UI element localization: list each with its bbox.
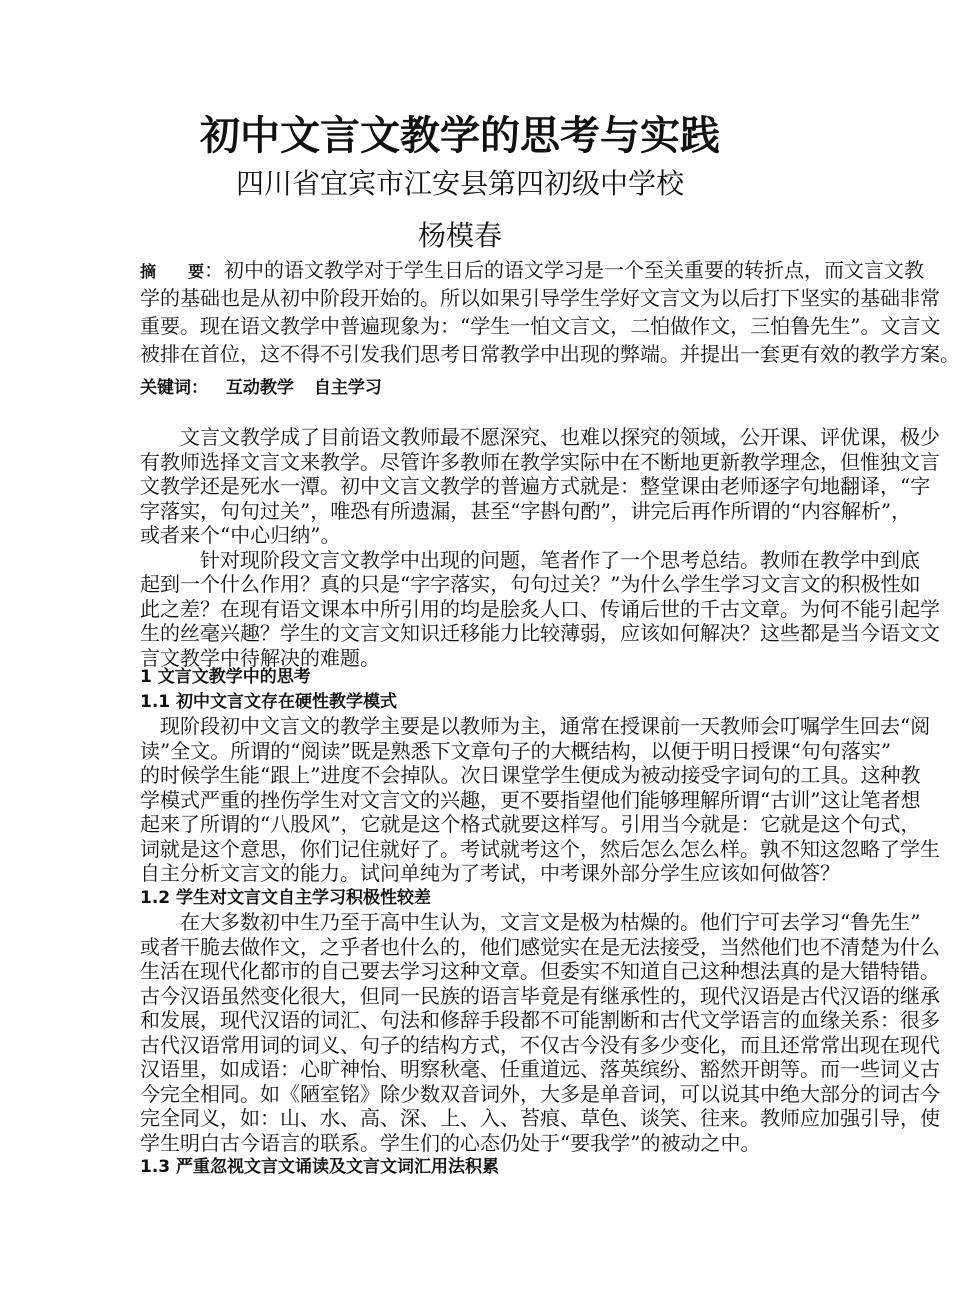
abstract (140, 256, 960, 368)
paragraph-line: 字落实，句句过关”，唯恐有所遗漏，甚至“字斟句酌”，讲完后再作所谓的“内容解析”， (140, 498, 912, 523)
paragraph-line: 起来了所谓的“八股风”，它就是这个格式就要这样写。引用当今就是：它就是这个句式， (140, 812, 921, 836)
paragraph-line: 言文教学中待解决的难题。 (140, 645, 380, 670)
section-1 (140, 665, 940, 1180)
paragraph (140, 547, 940, 671)
subsection-heading: 1.3 严重忽视文言文诵读及文言文词汇用法积累 (140, 1157, 500, 1177)
keyword: 互动教学 (225, 378, 294, 398)
document-title: 初中文言文教学的思考与实践 (200, 112, 720, 159)
subsection-heading: 1.1 初中文言文存在硬性教学模式 (140, 691, 398, 712)
paragraph-line: 的时候学生能“跟上”进度不会掉队。次日课堂学生便成为被动接受字词句的工具。这种教 (140, 763, 921, 787)
abstract-line: 被排在首位，这不得不引发我们思考日常教学中出现的弊端。并提出一套更有效的教学方案。 (140, 342, 960, 366)
subsection-1-1-body (140, 714, 940, 886)
paragraph-line: 有教师选择文言文来教学。尽管许多教师在教学实际中在不断地更新教学理念，但惟独文言 (140, 449, 940, 474)
paragraph-line: 读”全文。所谓的“阅读”既是熟悉下文章句子的大概结构，以便于明日授课“句句落实” (140, 738, 892, 763)
paragraph-line: 自主分析文言文的能力。试问单纯为了考试，中考课外部分学生应该如何做答？ (140, 861, 840, 885)
keyword: 自主学习 (313, 378, 382, 398)
abstract-label: 摘 要 (140, 262, 205, 281)
section-heading: 1 文言文教学中的思考 (140, 667, 311, 687)
school-name: 四川省宜宾市江安县第四初级中学校 (235, 167, 684, 200)
paragraph-line: 学生明白古今语言的联系。学生们的心态仍处于“要我学”的被动之中。 (140, 1130, 761, 1155)
paragraph (140, 425, 940, 548)
abstract-line: 重要。现在语文教学中普遍现象为：“学生一怕文言文，二怕做作文，三怕鲁先生”。文言文 (140, 314, 941, 338)
paragraph-line: 今完全相同。如《陋室铭》除少数双音词外，大多是单音词，可以说其中绝大部分的词古今 (140, 1081, 940, 1106)
introduction (140, 425, 940, 670)
paragraph-line: 针对现阶段文言文教学中出现的问题，笔者作了一个思考总结。教师在教学中到底 (140, 547, 920, 572)
paragraph-line: 现阶段初中文言文的教学主要是以教师为主，通常在授课前一天教师会叮嘱学生回去“阅 (140, 714, 931, 738)
paragraph-line: 文教学还是死水一潭。初中文言文教学的普遍方式就是：整堂课由老师逐字句地翻译，“字 (140, 474, 931, 498)
paragraph-line: 或者来个“中心归纳”。 (140, 523, 341, 547)
paragraph-line: 此之差？在现有语文课本中所引用的均是脍炙人口、传诵后世的千古文章。为何不能引起学 (140, 596, 940, 621)
paragraph-line: 汉语里，如成语：心旷神怡、明察秋毫、任重道远、落英缤纷、豁然开朗等。而一些词义古 (140, 1057, 940, 1081)
keywords-label: 关键词： (140, 378, 208, 398)
paragraph-line: 生活在现代化都市的自己要去学习这种文章。但委实不知道自己这种想法真的是大错特错。 (140, 959, 940, 983)
paragraph-line: 古代汉语常用词的词义、句子的结构方式，不仅古今没有多少变化，而且还常常出现在现代 (140, 1032, 940, 1057)
paragraph-line: 起到一个什么作用？真的只是“字字落实，句句过关？”为什么学生学习文言文的积极性如 (140, 572, 921, 596)
subsection-heading: 1.2 学生对文言文自主学习积极性较差 (140, 887, 432, 908)
author-name: 杨模春 (417, 219, 502, 252)
paragraph-line: 学模式严重的挫伤学生对文言文的兴趣，更不要指望他们能够理解所谓“古训”这让笔者想 (140, 787, 921, 812)
paragraph-line: 和发展，现代汉语的词汇、句法和修辞手段都不可能割断和古代文学语言的血缘关系：很多 (140, 1008, 940, 1032)
paragraph-line: 在大多数初中生乃至于高中生认为，文言文是极为枯燥的。他们宁可去学习“鲁先生” (140, 910, 921, 934)
paragraph-line: 词就是这个意思，你们记住就好了。考试就考这个，然后怎么怎么样。孰不知这忽略了学生 (140, 836, 940, 861)
keywords (140, 376, 780, 401)
paragraph-line: 文言文教学成了目前语文教师最不愿深究、也难以探究的领域，公开课、评优课，极少 (140, 425, 940, 449)
paragraph-line: 或者干脆去做作文，之乎者也什么的，他们感觉实在是无法接受，当然他们也不清楚为什么 (140, 934, 940, 959)
abstract-line: 学的基础也是从初中阶段开始的。所以如果引导学生学好文言文为以后打下坚实的基础非常 (140, 286, 940, 310)
subsection-1-2-body (140, 910, 940, 1155)
paragraph-line: 完全同义，如：山、水、高、深、上、入、苔痕、草色、谈笑、往来。教师应加强引导，使 (140, 1106, 940, 1130)
paragraph-line: 古今汉语虽然变化很大，但同一民族的语言毕竟是有继承性的，现代汉语是古代汉语的继承 (140, 983, 940, 1008)
paragraph-line: 生的丝毫兴趣？学生的文言文知识迁移能力比较薄弱，应该如何解决？这些都是当今语文文 (140, 621, 940, 645)
abstract-line: ：初中的语文教学对于学生日后的语文学习是一个至关重要的转折点，而文言文教 (204, 258, 925, 282)
